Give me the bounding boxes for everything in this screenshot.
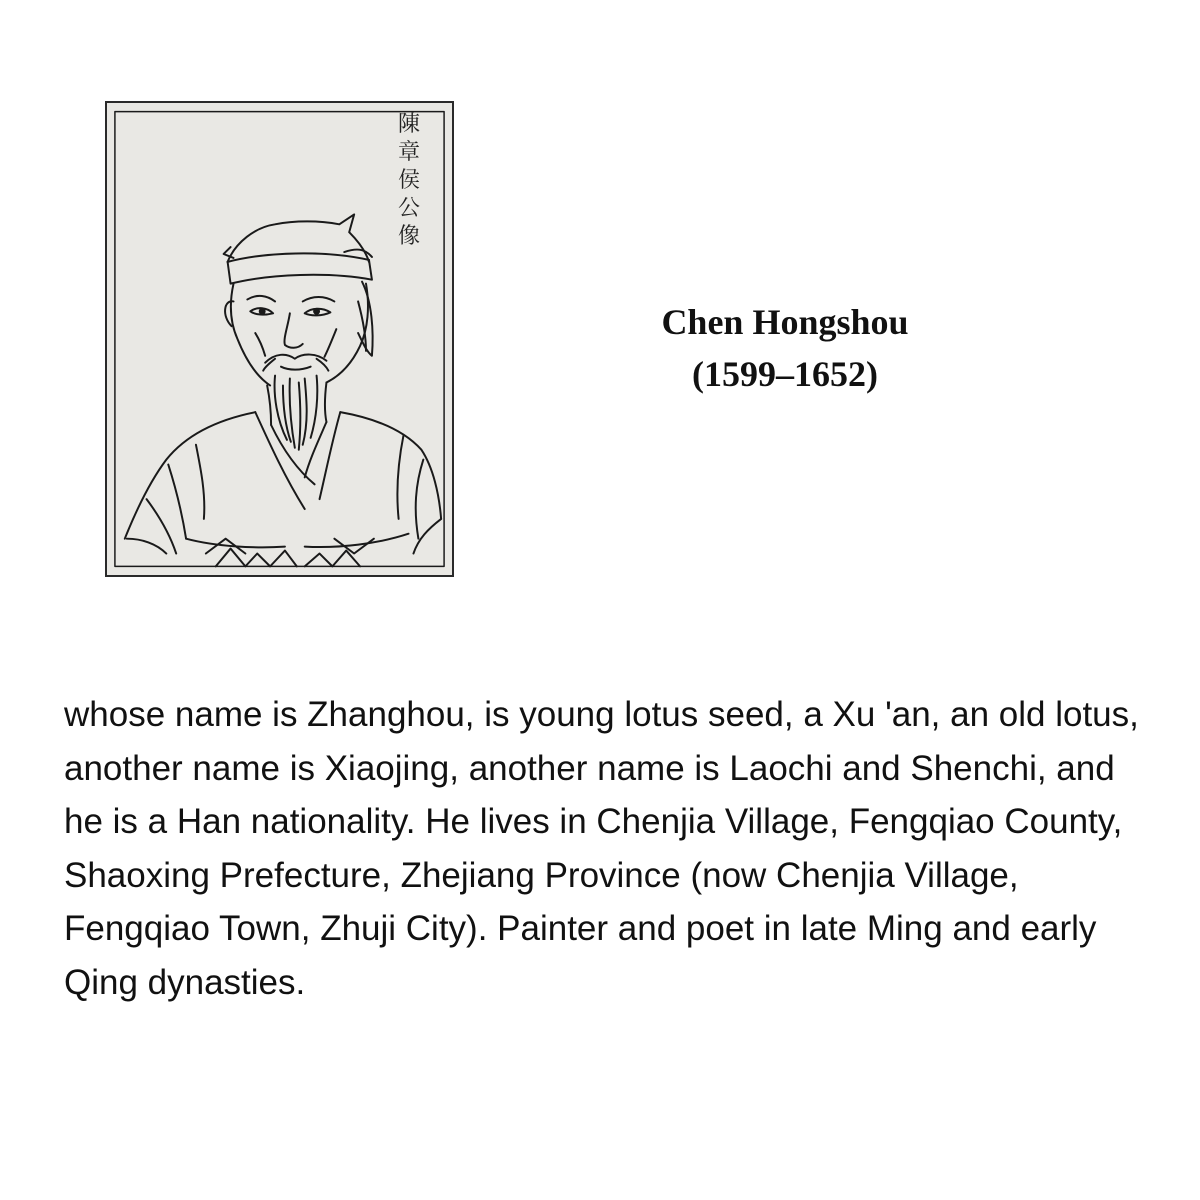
life-dates: (1599–1652) <box>692 354 878 394</box>
portrait-caption: 陳章侯公像 <box>397 112 420 249</box>
biography-text: whose name is Zhanghou, is young lotus seed, a Xu 'an, an old lotus, another name is Xiaojing, another name is Laochi and Shenchi, and he is a Han nationality. He lives in Chenjia Village, Fengqiao County, Shaoxing Prefecture, Zhejiang Province (now Chenjia Village, Fengqiao Town, Zhuji City). Painter and poet in late Ming and early Qing dynasties. <box>64 695 1139 1002</box>
title-block <box>560 296 1010 400</box>
portrait-image <box>105 101 454 577</box>
person-name: Chen Hongshou <box>661 302 909 342</box>
